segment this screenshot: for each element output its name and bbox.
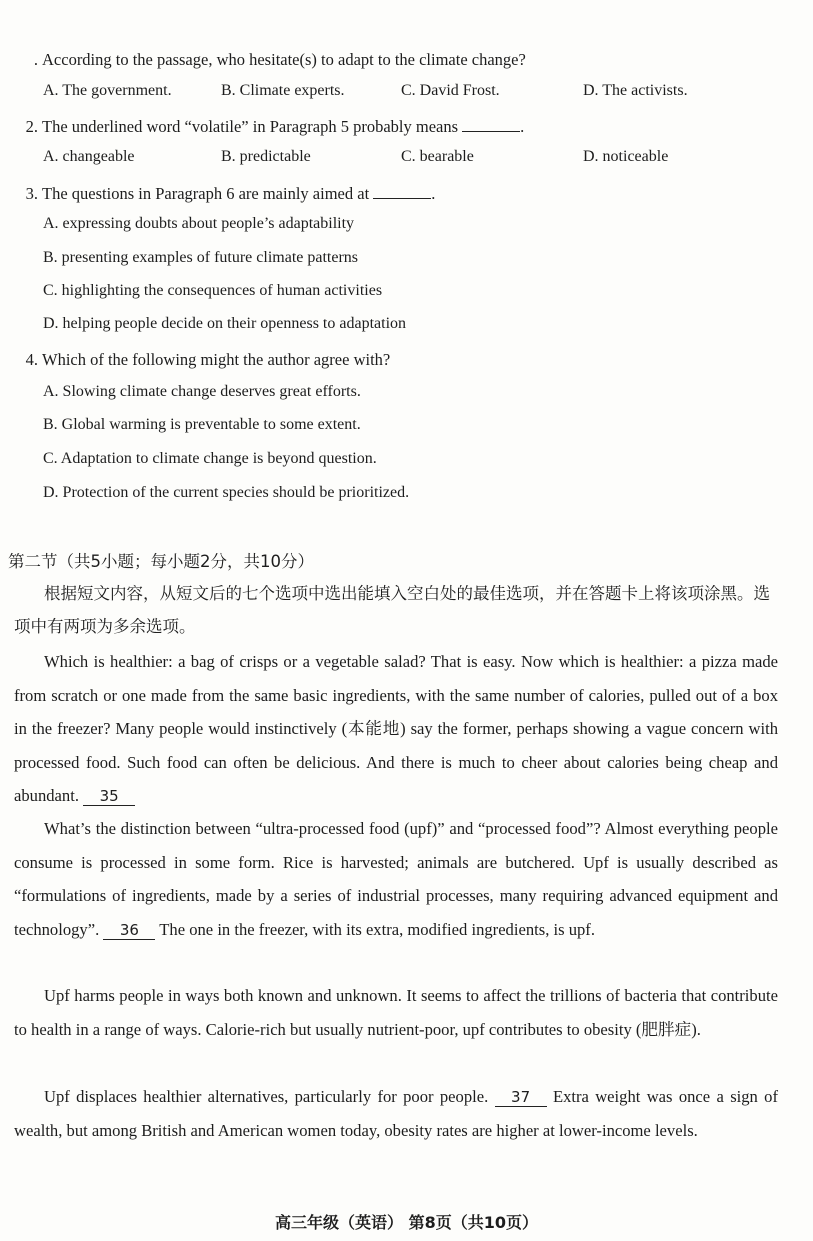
- question-stem: The underlined word “volatile” in Paragraph 5 probably means: [42, 117, 459, 136]
- option-a: A. expressing doubts about people’s adaptability: [43, 215, 355, 232]
- question-stem: Which of the following might the author agree with?: [42, 350, 391, 369]
- section-title: 第二节（共5小题；每小题2分，共10分）: [8, 552, 314, 571]
- option-b: B. predictable: [221, 148, 311, 165]
- question-stem: The questions in Paragraph 6 are mainly aimed at: [42, 184, 370, 203]
- question-3: 3. The questions in Paragraph 6 are mainly aimed at .: [0, 182, 793, 205]
- passage-paragraph-3: [14, 979, 778, 1046]
- gap-36[interactable]: 36: [103, 921, 155, 940]
- question-1: [0, 49, 793, 71]
- option-b: B. Global warming is preventable to some extent.: [43, 416, 361, 433]
- page-footer: 高三年级（英语） 第8页（共10页）: [275, 1213, 538, 1232]
- option-c: C. highlighting the consequences of human activities: [43, 282, 383, 299]
- option-a: A. The government.: [43, 82, 172, 99]
- option-d: D. Protection of the current species should be prioritized.: [43, 484, 410, 501]
- question-2-options: [43, 148, 783, 170]
- option-a: A. changeable: [43, 148, 135, 165]
- question-4: [0, 349, 793, 371]
- question-1-options: [43, 82, 783, 104]
- paragraph-text: Upf displaces healthier alternatives, particularly for poor people.: [44, 1087, 489, 1106]
- passage-paragraph-4: [14, 1080, 778, 1147]
- gap-37[interactable]: 37: [495, 1088, 547, 1107]
- question-stem: According to the passage, who hesitate(s) to adapt to the climate change?: [42, 50, 526, 69]
- paragraph-text: What’s the distinction between “ultra-processed food (upf)” and “processed food”? Almost everything people consume is processed in some form. Rice is harvested; animals are butchered. Upf is usually described as “formulations of ingredients, made by a series of industrial processes, many requiring advanced equipment and technology”.: [14, 819, 778, 939]
- option-b: B. Climate experts.: [221, 82, 345, 99]
- option-c: C. David Frost.: [401, 82, 500, 99]
- option-c: C. bearable: [401, 148, 474, 165]
- paragraph-text: Upf harms people in ways both known and unknown. It seems to affect the trillions of bacteria that contribute to health in a range of ways. Calorie-rich but usually nutrient-poor, upf contributes to obesity (肥胖症).: [14, 986, 778, 1039]
- passage-paragraph-2: [14, 812, 778, 946]
- paragraph-text-after: The one in the freezer, with its extra, modified ingredients, is upf.: [159, 919, 595, 939]
- question-number: .: [33, 50, 38, 69]
- passage-paragraph-1: [14, 645, 778, 813]
- question-2: 2. The underlined word “volatile” in Paragraph 5 probably means .: [0, 115, 793, 138]
- gap-35[interactable]: 35: [83, 787, 135, 806]
- option-b: B. presenting examples of future climate patterns: [43, 249, 359, 266]
- question-number: 3.: [25, 184, 38, 203]
- answer-blank: [373, 182, 431, 199]
- answer-blank: [462, 115, 520, 132]
- option-d: D. The activists.: [583, 82, 688, 99]
- question-number: 4.: [25, 350, 38, 369]
- option-d: D. noticeable: [583, 148, 669, 165]
- option-c: C. Adaptation to climate change is beyond question.: [43, 450, 377, 467]
- option-d: D. helping people decide on their openness to adaptation: [43, 315, 407, 332]
- section-instruction: 根据短文内容，从短文后的七个选项中选出能填入空白处的最佳选项，并在答题卡上将该项涂黑。选项中有两项为多余选项。: [14, 584, 770, 636]
- paragraph-text-after: Extra weight was once a sign of wealth, but among British and American women today, obesity rates are higher at lower-income levels.: [14, 1087, 779, 1140]
- question-number: 2.: [25, 117, 38, 136]
- paragraph-text: Which is healthier: a bag of crisps or a vegetable salad? That is easy. Now which is healthier: a pizza made from scratch or one made from the same basic ingredients, with the same number of calories, pulled out of a box in the freezer? Many people would instinctively (本能地) say the former, perhaps showing a vague concern with processed food. Such food can often be delicious. And there is much to cheer about calories being cheap and abundant.: [14, 652, 778, 805]
- option-a: A. Slowing climate change deserves great efforts.: [43, 383, 361, 400]
